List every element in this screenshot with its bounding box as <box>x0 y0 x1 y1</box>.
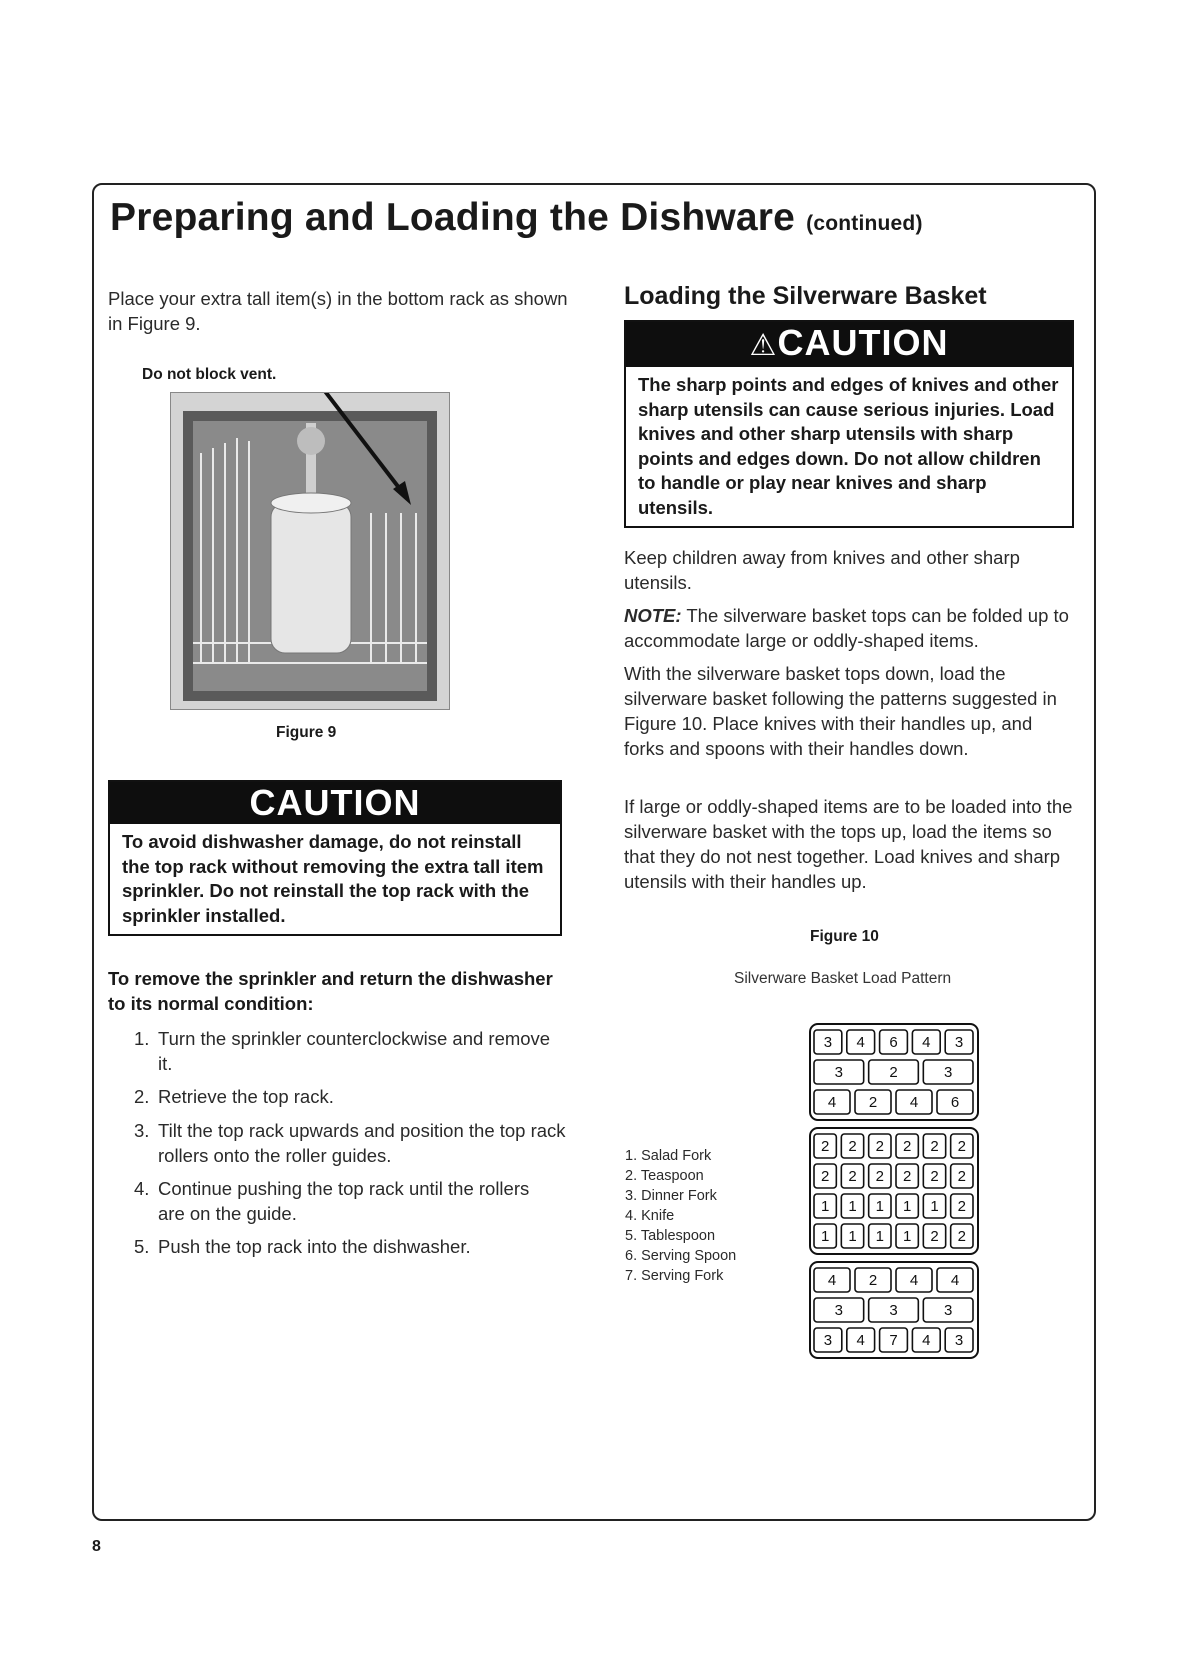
basket-slot-number: 2 <box>930 1168 939 1185</box>
basket-slot-number: 4 <box>856 1332 865 1349</box>
caution-box-right <box>624 320 1074 528</box>
step-1 <box>134 1026 558 1076</box>
note-paragraph <box>624 603 1084 653</box>
remove-sprinkler-heading: To remove the sprinkler and return the dishwasher to its normal condition: <box>108 968 553 1014</box>
note-label: NOTE: <box>624 605 682 626</box>
basket-slot-number: 2 <box>957 1138 967 1155</box>
basket-slot-number: 3 <box>943 1064 953 1081</box>
step-2 <box>134 1084 558 1109</box>
step-text: Push the top rack into the dishwasher. <box>158 1236 471 1257</box>
step-text: Tilt the top rack upwards and position the top rack rollers onto the roller guides. <box>158 1120 566 1166</box>
legend-item: 3. Dinner Fork <box>625 1188 717 1204</box>
page-title <box>110 196 923 240</box>
basket-slot-number: 3 <box>954 1034 964 1051</box>
basket-slot-number: 6 <box>950 1094 960 1111</box>
basket-slot-number: 3 <box>889 1302 898 1319</box>
step-4 <box>134 1176 538 1226</box>
legend-item: 1. Salad Fork <box>625 1148 712 1164</box>
basket-slot-number: 2 <box>930 1138 939 1155</box>
legend-item: 4. Knife <box>625 1208 675 1224</box>
basket-slot-number: 1 <box>820 1228 830 1245</box>
legend-item: 2. Teaspoon <box>625 1168 704 1184</box>
basket-slot-number: 4 <box>827 1272 837 1289</box>
caution-heading-text: CAUTION <box>777 322 949 363</box>
basket-slot-number: 3 <box>823 1034 833 1051</box>
step-text: Continue pushing the top rack until the rollers are on the guide. <box>158 1178 530 1224</box>
step-number: 5. <box>134 1236 150 1257</box>
basket-slot-number: 4 <box>909 1272 919 1289</box>
basket-slot-number: 1 <box>820 1198 830 1215</box>
step-5 <box>134 1234 558 1259</box>
warning-triangle-icon: ⚠ <box>749 329 778 362</box>
basket-slot-number: 3 <box>943 1302 953 1319</box>
silverware-basket-diagram <box>798 1022 994 1422</box>
basket-slot-number: 4 <box>922 1332 931 1349</box>
basket-slot-number: 2 <box>902 1168 912 1185</box>
caution-box-left <box>108 780 562 936</box>
basket-slot-number: 2 <box>902 1138 912 1155</box>
basket-slot-number: 3 <box>823 1332 833 1349</box>
silverware-heading: Loading the Silverware Basket <box>624 282 987 310</box>
step-text: Retrieve the top rack. <box>158 1086 334 1107</box>
figure-9-caption: Figure 9 <box>276 724 337 741</box>
title-suffix: (continued) <box>806 212 923 235</box>
basket-slot-number: 4 <box>856 1034 865 1051</box>
basket-slot-number: 2 <box>848 1138 857 1155</box>
basket-slot-number: 3 <box>954 1332 964 1349</box>
basket-slot-number: 2 <box>848 1168 857 1185</box>
figure-10-caption: Figure 10 <box>810 928 879 945</box>
caution-heading-right <box>626 322 1072 367</box>
basket-slot-number: 2 <box>868 1094 878 1111</box>
basket-slot-number: 2 <box>889 1064 898 1081</box>
basket-slot-number: 3 <box>834 1302 844 1319</box>
basket-slot-number: 2 <box>930 1228 939 1245</box>
basket-slot-number: 6 <box>889 1034 898 1051</box>
figure-10-subcaption: Silverware Basket Load Pattern <box>734 970 952 987</box>
legend-item: 5. Tablespoon <box>625 1228 716 1244</box>
caution-text-left: To avoid dishwasher damage, do not reinstall the top rack without removing the extra tall item sprinkler. Do not reinstall the top rack with the sprinkler installed. <box>122 831 544 926</box>
basket-slot-number: 1 <box>902 1228 912 1245</box>
para-load-pattern: With the silverware basket tops down, load the silverware basket following the patterns suggested in Figure 10. Place knives with their handles up, and forks and spoons with their handles down. <box>624 663 1057 759</box>
basket-slot-number: 2 <box>875 1138 885 1155</box>
basket-slot-number: 1 <box>848 1198 857 1215</box>
basket-slot-number: 2 <box>957 1168 967 1185</box>
basket-slot-number: 3 <box>834 1064 844 1081</box>
intro-text: Place your extra tall item(s) in the bottom rack as shown in Figure 9. <box>108 288 568 334</box>
basket-slot-number: 1 <box>875 1198 885 1215</box>
vent-label: Do not block vent. <box>142 366 277 383</box>
basket-slot-number: 4 <box>827 1094 837 1111</box>
figure-9-photo <box>170 392 450 710</box>
step-number: 2. <box>134 1086 150 1107</box>
basket-slot-number: 1 <box>930 1198 939 1215</box>
basket-slot-number: 2 <box>957 1198 967 1215</box>
step-number: 3. <box>134 1120 150 1141</box>
basket-slot-number: 2 <box>875 1168 885 1185</box>
step-text: Turn the sprinkler counterclockwise and remove it. <box>158 1028 551 1074</box>
title-text: Preparing and Loading the Dishware <box>110 196 796 239</box>
basket-slot-number: 7 <box>889 1332 898 1349</box>
basket-slot-number: 2 <box>868 1272 878 1289</box>
legend-item: 7. Serving Fork <box>625 1268 724 1284</box>
basket-slot-number: 4 <box>922 1034 931 1051</box>
step-number: 1. <box>134 1028 150 1049</box>
utensil-legend <box>625 1146 736 1286</box>
basket-slot-number: 1 <box>848 1228 857 1245</box>
basket-slot-number: 1 <box>875 1228 885 1245</box>
note-text: The silverware basket tops can be folded up to accommodate large or oddly-shaped items. <box>624 605 1069 651</box>
basket-slot-number: 4 <box>950 1272 960 1289</box>
basket-slot-number: 4 <box>909 1094 919 1111</box>
basket-slot-number: 1 <box>902 1198 912 1215</box>
para-oddly-shaped: If large or oddly-shaped items are to be loaded into the silverware basket with the tops up, load the items so that they do not nest together. Load knives and sharp utensils with their handles up. <box>624 796 1073 892</box>
caution-heading-left: CAUTION <box>110 782 560 824</box>
para-keep-children: Keep children away from knives and other sharp utensils. <box>624 547 1020 593</box>
basket-slot-number: 2 <box>820 1168 830 1185</box>
step-3 <box>134 1118 568 1168</box>
basket-slot-number: 2 <box>957 1228 967 1245</box>
step-number: 4. <box>134 1178 150 1199</box>
legend-item: 6. Serving Spoon <box>625 1248 737 1264</box>
basket-slot-number: 2 <box>820 1138 830 1155</box>
page-number: 8 <box>92 1538 101 1555</box>
caution-text-right: The sharp points and edges of knives and other sharp utensils can cause serious injuries. Load knives and other sharp utensils with sharp points and edges down. Do not allow children to handle or play near knives and sharp utensils. <box>638 374 1059 518</box>
